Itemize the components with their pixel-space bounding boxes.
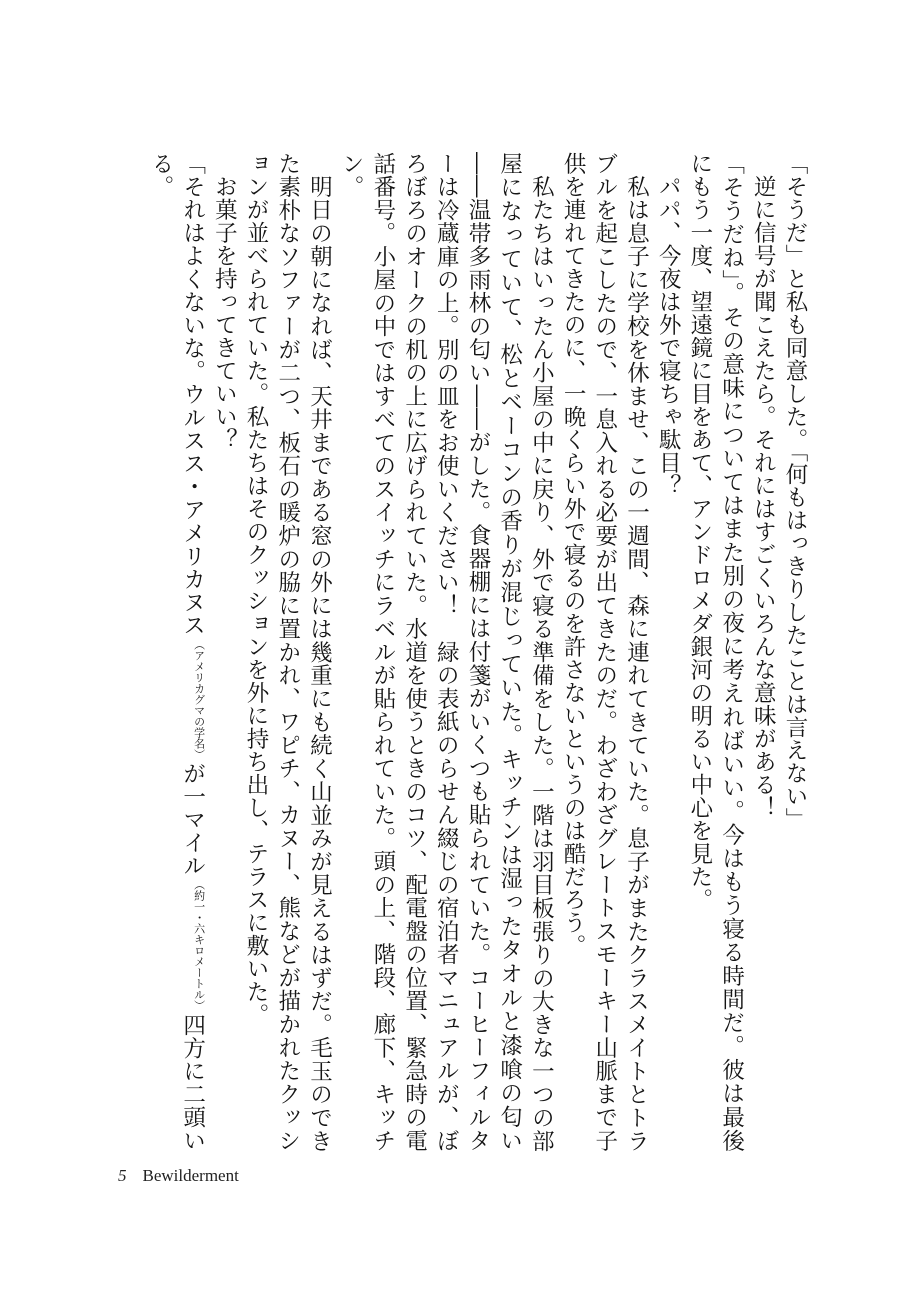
paragraph: 明日の朝になれば、天井まである窓の外には幾重にも続く山並みが見えるはずだ。毛玉のできた素朴なソファーが二つ、板石の暖炉の脇に置かれ、ワピチ、カヌー、熊などが描かれたクッションが並べられていた。私たちはそのクッションを外に持ち出し、テラスに敷いた。 — [243, 152, 333, 1152]
page-number: 5 — [118, 1166, 127, 1185]
paragraph: パパ、今夜は外で寝ちゃ駄目？ — [655, 174, 682, 497]
paragraph: 「そうだね」。その意味についてはまた別の夜に考えればいい。今はもう寝る時間だ。彼は最後にもう一度、望遠鏡に目をあて、アンドロメダ銀河の明るい中心を見た。 — [686, 152, 745, 1152]
paragraph: 私は息子に学校を休ませ、この一週間、森に連れてきていた。息子がまたクラスメイトとトラブルを起こしたので、一息入れる必要が出てきたのだ。わざわざグレートスモーキー山脈まで子供を連れてきたのに、一晩くらい外で寝るのを許さないというのは酷だろう。 — [560, 152, 650, 1152]
paragraph-last — [144, 152, 207, 1152]
text-run: 「それはよくないな。ウルスス・アメリカヌス — [179, 152, 206, 637]
vertical-body-text — [70, 152, 810, 1152]
text-run: 四方に二頭いる。 — [147, 152, 206, 1152]
text-run: が一マイル — [179, 761, 206, 878]
paragraph: 逆に信号が聞こえたら。それにはすごくいろんな意味がある！ — [750, 174, 777, 819]
chapter-title: Bewilderment — [142, 1166, 239, 1185]
page-footer — [118, 1166, 239, 1186]
paragraph: 「そうだ」と私も同意した。「何もはっきりしたことは言えない」 — [782, 152, 808, 831]
annotation-note: （アメリカグマの学名） — [192, 638, 206, 760]
annotation-note: （約一・六キロメートル） — [192, 879, 206, 1012]
paragraph: 私たちはいったん小屋の中に戻り、外で寝る準備をした。一階は羽目板張りの大きな一つの部屋になっていて、松とベーコンの香りが混じっていた。キッチンは湿ったタオルと漆喰の匂い――温帯多雨林の匂い――がした。食器棚には付箋がいくつも貼られていた。コーヒーフィルターは冷蔵庫の上。別の皿をお使いください！ 緑の表紙のらせん綴じの宿泊者マニュアルが、ぼろぼろのオークの机の上に広げられていた。水道を使うときのコツ、配電盤の位置、緊急時の電話番号。小屋の中ではすべてのスイッチにラベルが貼られていた。頭の上、階段、廊下、キッチン。 — [338, 152, 555, 1152]
paragraph: お菓子を持ってきていい？ — [211, 174, 238, 451]
